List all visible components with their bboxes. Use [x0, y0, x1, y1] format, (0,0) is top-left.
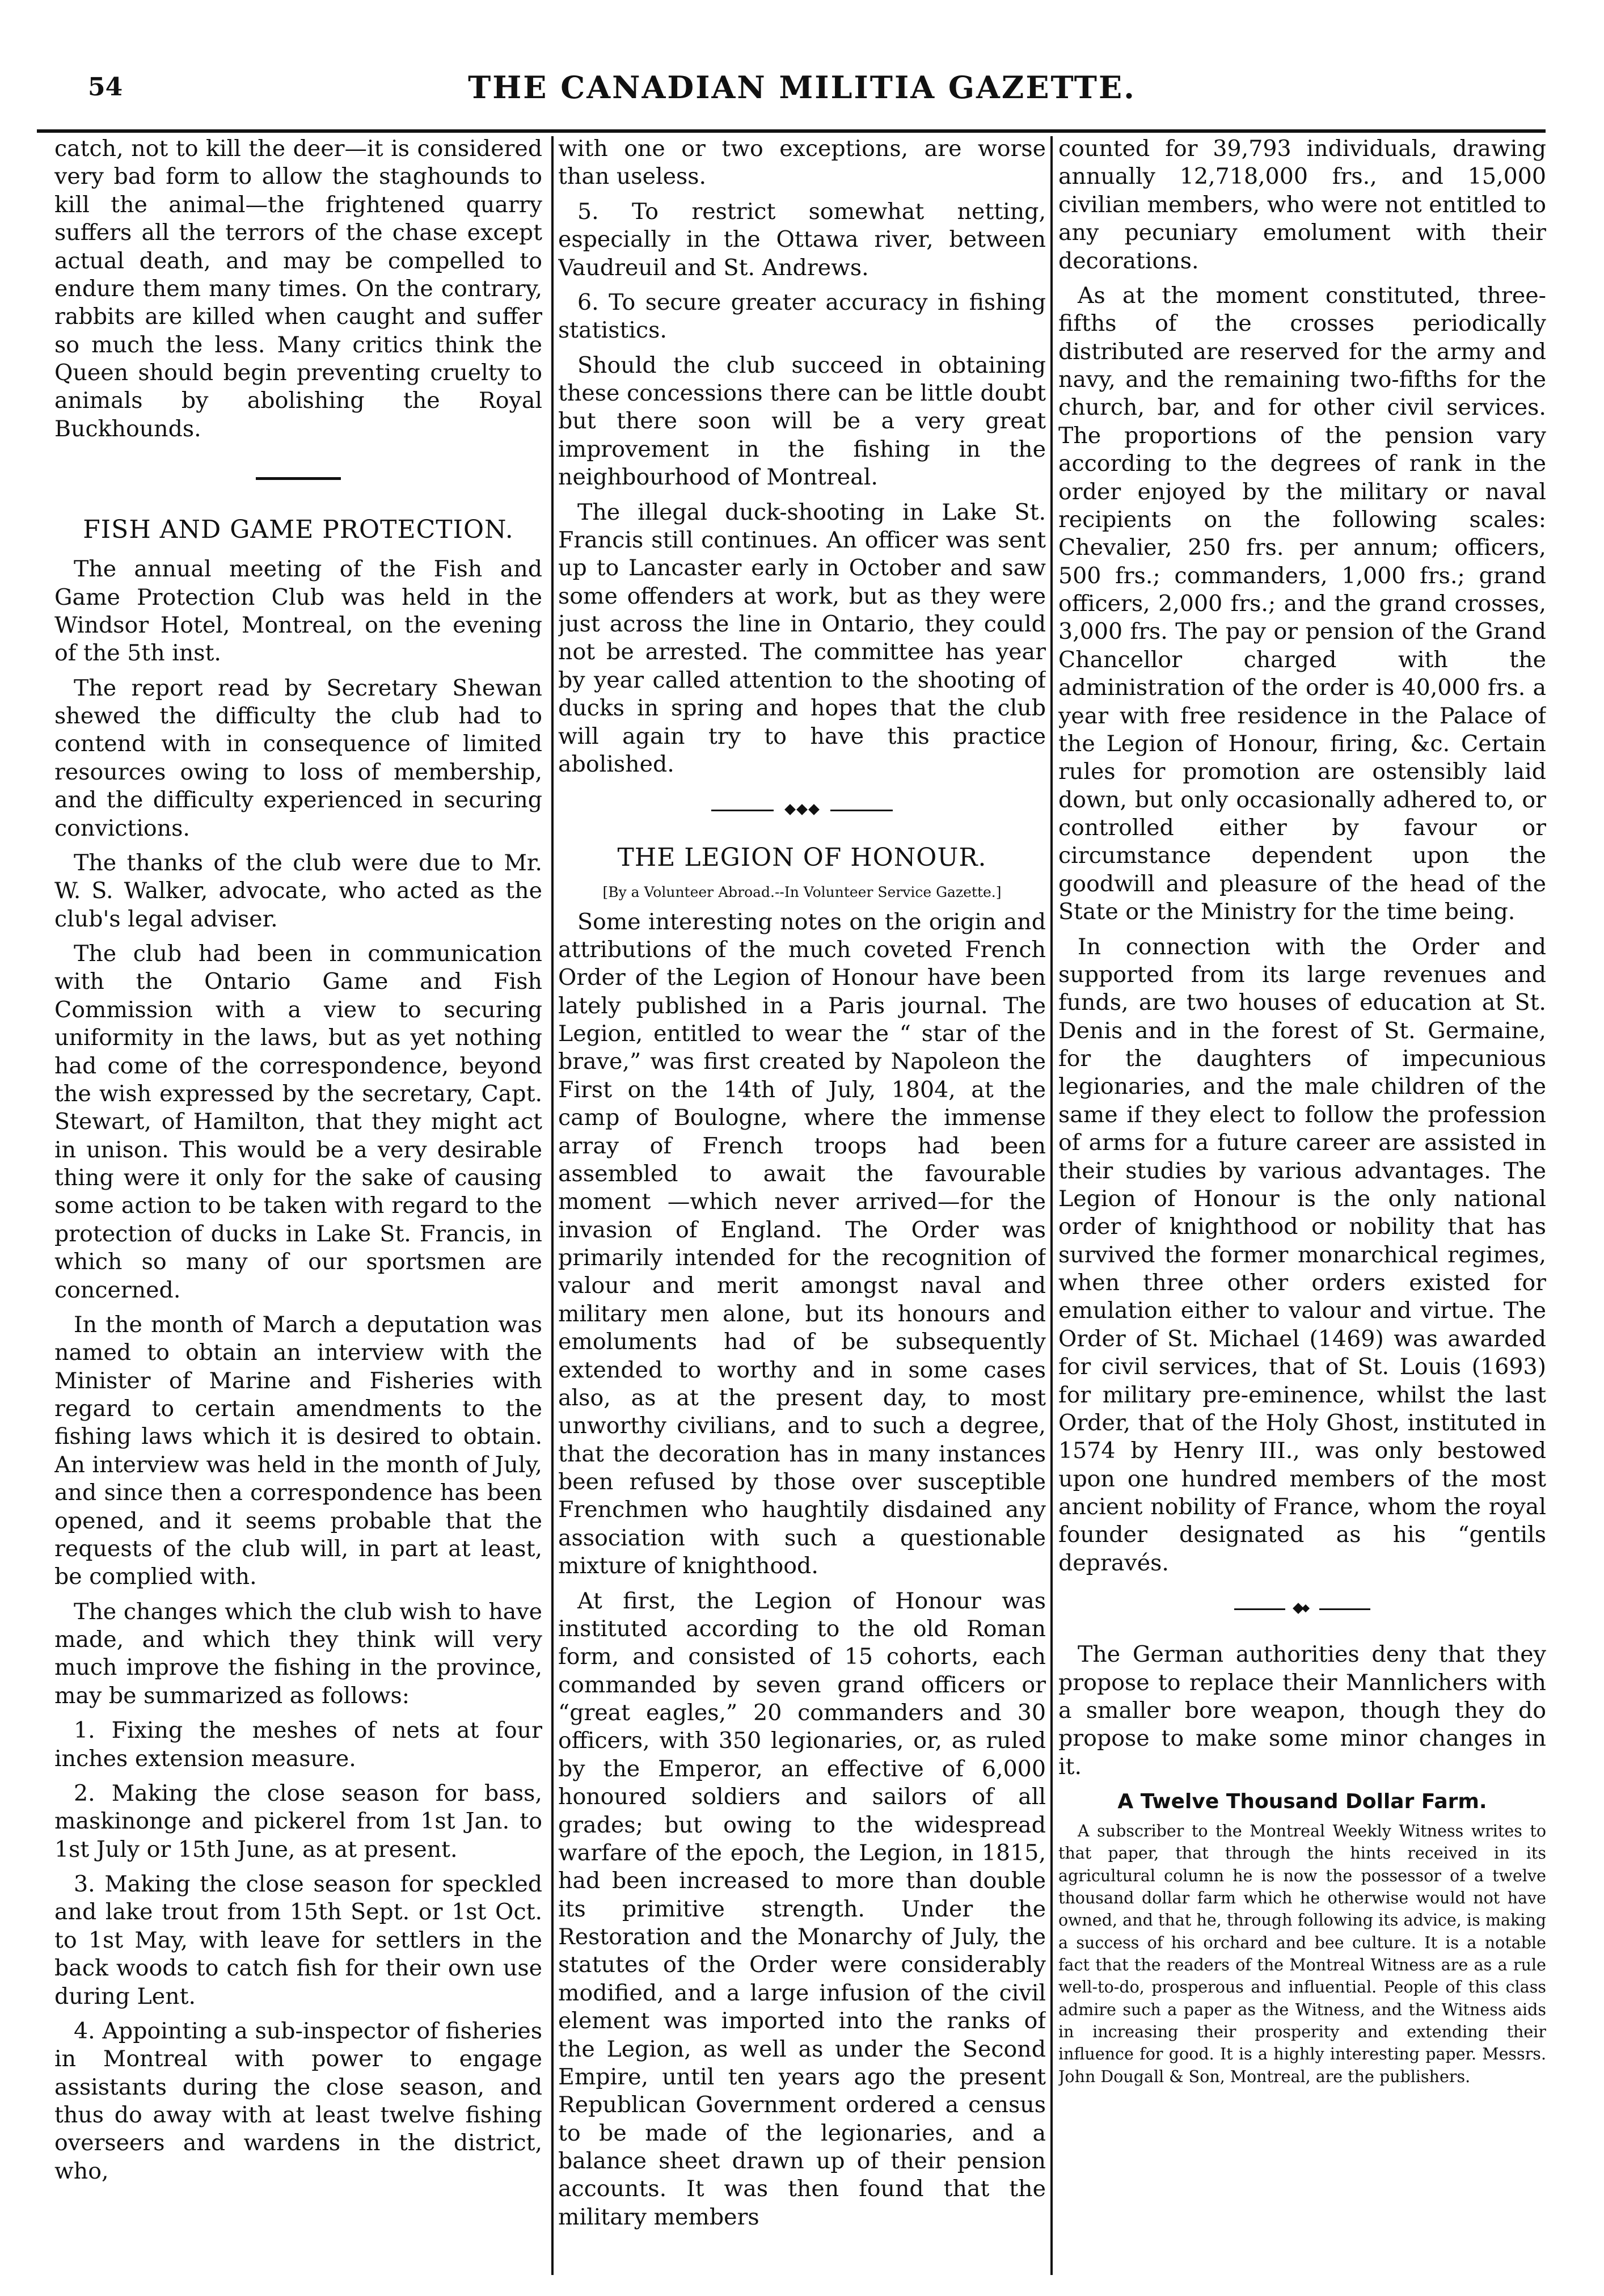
fish-paragraph-6: The changes which the club wish to have made, and which they think will very much improve the fishing in the province, may be summarized as follows:	[54, 1598, 542, 1709]
fish-paragraph-8: The illegal duck-shooting in Lake St. Francis still continues. An officer was sent up to Lancaster early in October and saw some offenders at work, but as they were just across the line in Ontario, they could not be arrested. The committee has year by year called attention to the shooting of ducks in spring and hopes that the club will again try to have this practice abolished.	[558, 499, 1046, 777]
legion-heading: THE LEGION OF HONOUR.	[617, 843, 987, 873]
fish-list-item-1: 1. Fixing the meshes of nets at four inches extension measure.	[54, 1717, 542, 1772]
fish-paragraph-7: Should the club succeed in obtaining these concessions there can be little doubt but there soon will be a very great improvement in the fishing in the neighbourhood of Montreal.	[558, 352, 1046, 491]
german-rifle-paragraph: The German authorities deny that they propose to replace their Mannlichers with a smaller bore weapon, though they do propose to make some minor changes in it.	[1058, 1641, 1546, 1780]
fish-list-item-4: 4. Appointing a sub-inspector of fisheries in Montreal with power to engage assistants during the close season, and thus do away with at least twelve fishing overseers and wardens in the district, who,	[54, 2017, 542, 2184]
fish-paragraph-4: The club had been in communication with the Ontario Game and Fish Commission with a view to securing uniformity in the laws, but as yet nothing had come of the correspondence, beyond the wish expressed by the secretary, Capt. Stewart, of Hamilton, that they might act in unison. This would be a very desirable thing were it only for the sake of causing some action to be taken with regard to the protection of ducks in Lake St. Francis, in which so many of our sportsmen are concerned.	[54, 941, 542, 1303]
fish-paragraph-2: The report read by Secretary Shewan shewed the difficulty the club had to contend with in consequence of limited resources owing to loss of membership, and the difficulty experienced in securing convictions.	[54, 675, 542, 841]
legion-paragraph-1: Some interesting notes on the origin and attributions of the much coveted French Order of the Legion of Honour have been lately published in a Paris journal. The Legion, entitled to wear the “ star of the brave,” was first created by Napoleon the First on the 14th of July, 1804, at the camp of Boulogne, where the immense array of French troops had been assembled to await the favourable moment —which never arrived—for the invasion of England. The Order was primarily intended for the recognition of valour and merit amongst naval and military men alone, but its honours and emoluments had of be subsequently extended to worthy and in some cases also, as at the present day, to most unworthy civilians, and to such a degree, that the decoration has in many instances been refused by those over susceptible Frenchmen who haughtily disdained any association with such a questionable mixture of knighthood.	[558, 908, 1046, 1579]
legion-byline: [By a Volunteer Abroad.--In Volunteer Service Gazette.]	[602, 884, 1002, 901]
masthead: THE CANADIAN MILITIA GAZETTE.	[468, 69, 1136, 106]
fish-cont-paragraph-2: with one or two exceptions, are worse than useless.	[558, 136, 1046, 190]
fish-list-item-3: 3. Making the close season for speckled and lake trout from 15th Sept. or 1st Oct. to 1st May, with leave for settlers in the back woods to catch fish for their own use during Lent.	[54, 1871, 542, 2009]
fish-paragraph-3: The thanks of the club were due to Mr. W. S. Walker, advocate, who acted as the club's legal adviser.	[54, 849, 542, 932]
fish-game-heading: FISH AND GAME PROTECTION.	[83, 515, 514, 545]
farm-paragraph: A subscriber to the Montreal Weekly Witness writes to that paper, that through the hints received in its agricultural column he is now the possessor of a twelve thousand dollar farm which he otherwise would not have owned, and that he, through following its advice, is making a success of his orchard and bee culture. It is a notable fact that the readers of the Montreal Witness are as a rule well-to-do, prosperous and influential. People of this class admire such a paper as the Witness, and the Witness aids in increasing their prosperity and extending their influence for good. It is a highly interesting paper. Messrs. John Dougall & Son, Montreal, are the publishers.	[1058, 1822, 1546, 2086]
section-ornament	[711, 804, 893, 816]
section-ornament-2	[1234, 1603, 1370, 1615]
fish-paragraph-5: In the month of March a deputation was named to obtain an interview with the Minister of Marine and Fisheries with regard to certain amendments to the fishing laws which it is desired to obtain. An interview was held in the month of July, and since then a correspondence has been opened, and it seems probable that the requests of the club will, in part at least, be complied with.	[54, 1311, 542, 1590]
header-rule	[37, 129, 1546, 133]
column-1	[54, 135, 542, 2280]
legion-cont-paragraph: counted for 39,793 individuals, drawing annually 12,718,000 frs., and 15,000 civilian members, who were not entitled to any pecuniary emolument with their decorations.	[1058, 136, 1546, 274]
column-rule-2	[1050, 136, 1053, 2275]
legion-paragraph-2: At first, the Legion of Honour was instituted according to the old Roman form, and consisted of 15 cohorts, each commanded by seven grand officers or “great eagles,” 20 commanders and 30 officers, with 350 legionaries, or, as ruled by the Emperor, an effective of 6,000 honoured soldiers and sailors of all grades; but owing to the widespread warfare of the epoch, the Legion, in 1815, had been increased to more than double its primitive strength. Under the Restoration and the Monarchy of July, the statutes of the Order were considerably modified, and a large infusion of the civil element was imported into the ranks of the Legion, as well as under the Second Empire, until ten years ago the present Republican Government ordered a census to be made of the legionaries, and a balance sheet drawn up of their pension accounts. It was then found that the military members	[558, 1587, 1046, 2230]
farm-article	[1058, 1820, 1546, 2088]
fish-list-item-6: 6. To secure greater accuracy in fishing statistics.	[558, 289, 1046, 344]
legion-paragraph-4: In connection with the Order and supported from its large revenues and funds, are two houses of education at St. Denis and in the forest of St. Germaine, for the daughters of impecunious legionaries, and the male children of the same if they elect to follow the profession of arms for a future career are assisted in their studies by various advantages. The Legion of Honour is the only national order of knighthood or nobility that has survived the former monarchical regimes, when three other orders existed for emulation either to valour and virtue. The Order of St. Michael (1469) was awarded for civil services, that of St. Louis (1693) for military pre-eminence, whilst the last Order, that of the Holy Ghost, instituted in 1574 by Henry III., was only bestowed upon one hundred members of the most ancient nobility of France, whom the royal founder designated as his “gentils depravés.	[1058, 933, 1546, 1576]
column-rule-1	[551, 136, 554, 2275]
fish-list-item-5: 5. To restrict somewhat netting, especially in the Ottawa river, between Vaudreuil and St. Andrews.	[558, 198, 1046, 281]
column-2	[558, 135, 1046, 2280]
column-3	[1058, 135, 1546, 2280]
farm-heading: A Twelve Thousand Dollar Farm.	[1117, 1790, 1487, 1813]
page-number: 54	[88, 73, 123, 102]
fish-paragraph-1: The annual meeting of the Fish and Game Protection Club was held in the Windsor Hotel, Montreal, on the evening of the 5th inst.	[54, 556, 542, 667]
fish-list-item-2: 2. Making the close season for bass, maskinonge and pickerel from 1st Jan. to 1st July or 15th June, as at present.	[54, 1780, 542, 1863]
legion-paragraph-3: As at the moment constituted, three-fifths of the crosses periodically distributed are reserved for the army and navy, and the remaining two-fifths for the church, bar, and for other civil services. The proportions of the pension vary according to the degrees of rank in the order enjoyed by the military or naval recipients on the following scales: Chevalier, 250 frs. per annum; officers, 500 frs.; commanders, 1,000 frs.; grand officers, 2,000 frs.; and the grand crosses, 3,000 frs. The pay or pension of the Grand Chancellor charged with the administration of the order is 40,000 frs. a year with free residence in the Palace of the Legion of Honour, firing, &c. Certain rules for promotion are ostensibly laid down, but only occasionally adhered to, or controlled either by favour or circumstance dependent upon the goodwill and pleasure of the head of the State or the Ministry for the time being.	[1058, 282, 1546, 925]
section-separator	[256, 477, 341, 480]
fish-cont-paragraph: catch, not to kill the deer—it is considered very bad form to allow the staghounds to kill the animal—the frightened quarry suffers all the terrors of the chase except actual death, and may be compelled to endure them many times. On the contrary, rabbits are killed when caught and suffer so much the less. Many critics think the Queen should begin preventing cruelty to animals by abolishing the Royal Buckhounds.	[54, 136, 542, 442]
